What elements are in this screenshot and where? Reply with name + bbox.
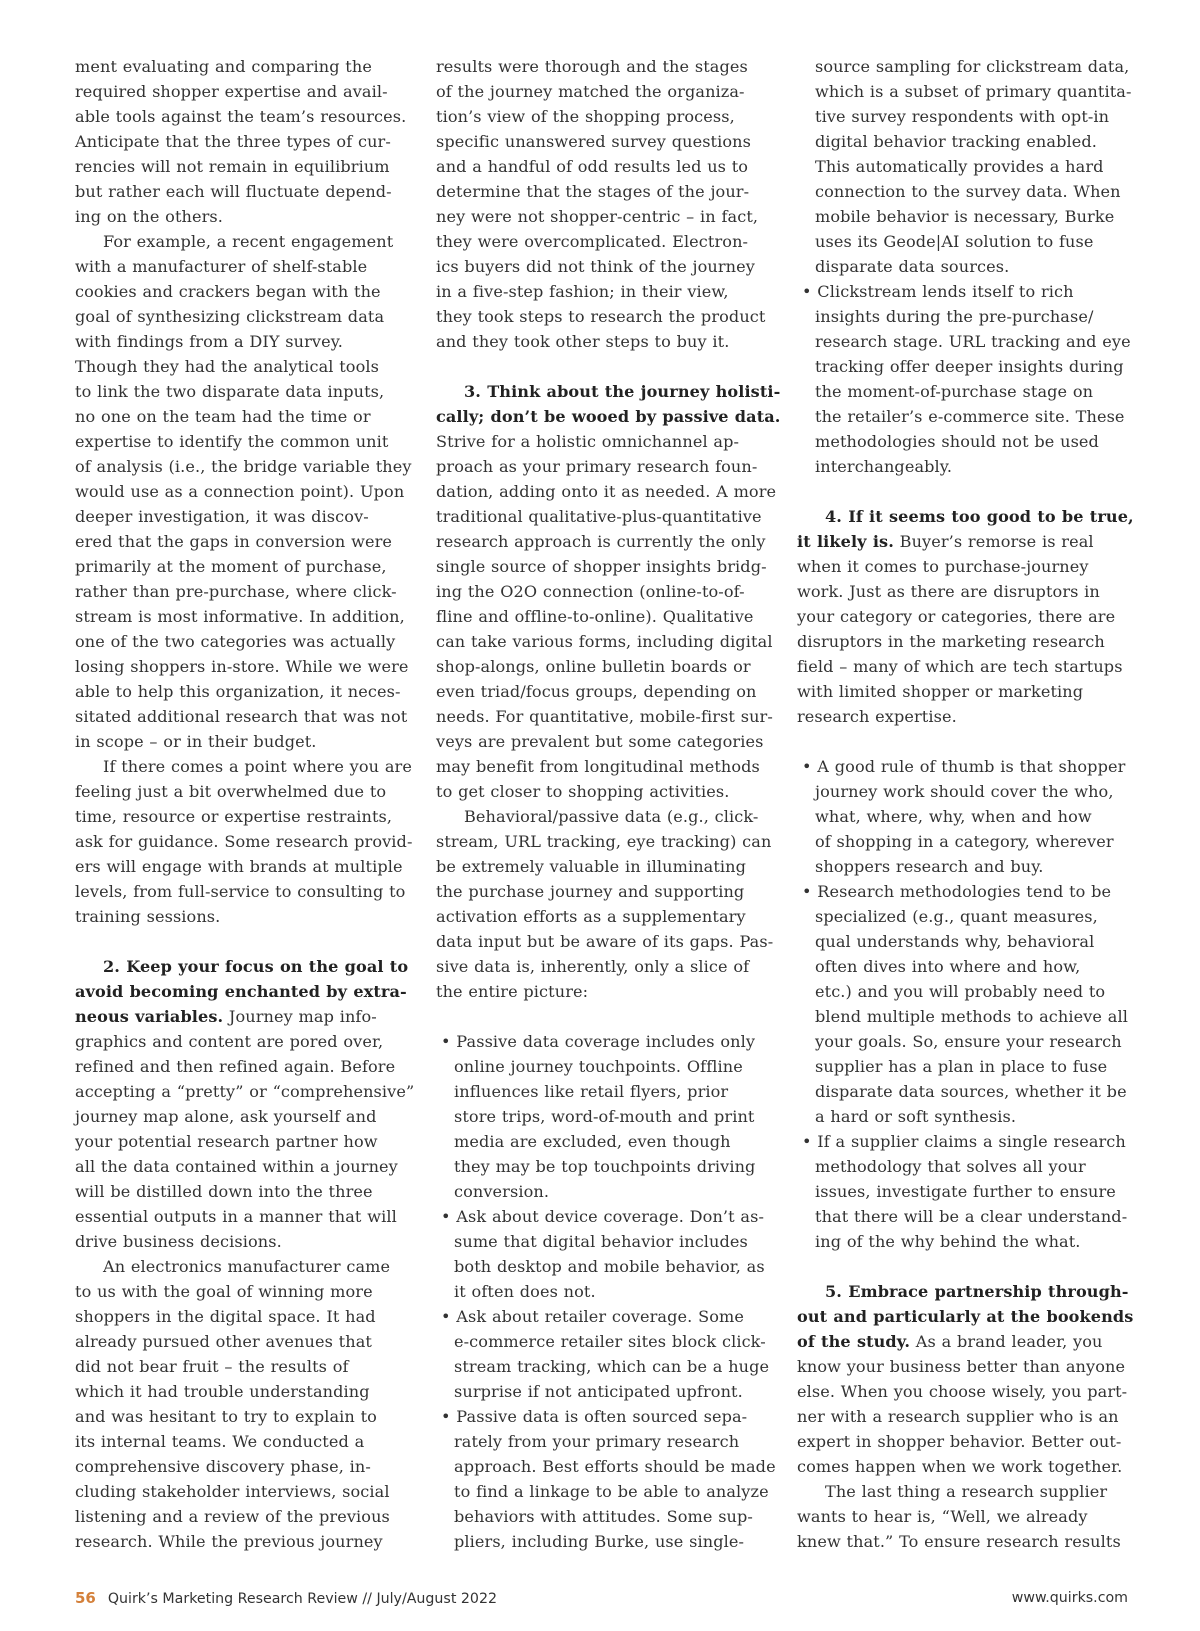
text-line: research. While the previous journey bbox=[75, 1532, 383, 1551]
text-line: online journey touchpoints. Offline bbox=[454, 1057, 743, 1076]
text-line: ing of the why behind the what. bbox=[815, 1232, 1081, 1251]
text-line: disruptors in the marketing research bbox=[797, 632, 1105, 651]
text-line: ask for guidance. Some research provid- bbox=[75, 832, 413, 851]
text-line: rather than pre-purchase, where click- bbox=[75, 582, 397, 601]
text-line: source sampling for clickstream data, bbox=[815, 57, 1130, 76]
section-heading-5: out and particularly at the bookends bbox=[797, 1307, 1134, 1326]
text-line: cookies and crackers began with the bbox=[75, 282, 381, 301]
text-line: expertise to identify the common unit bbox=[75, 432, 389, 451]
text-line: to link the two disparate data inputs, bbox=[75, 382, 385, 401]
text-line: journey work should cover the who, bbox=[815, 782, 1114, 801]
text-line: stream tracking, which can be a huge bbox=[454, 1357, 770, 1376]
section-heading-5: 5. Embrace partnership through- bbox=[825, 1282, 1129, 1301]
text-line: may benefit from longitudinal methods bbox=[436, 757, 760, 776]
section-heading-5: of the study. bbox=[797, 1332, 911, 1351]
text-line: the moment-of-purchase stage on bbox=[815, 382, 1094, 401]
page-number: 56 bbox=[75, 1589, 96, 1607]
text-line: supplier has a plan in place to fuse bbox=[815, 1057, 1108, 1076]
column-2 bbox=[436, 54, 781, 1554]
text-line: shop-alongs, online bulletin boards or bbox=[436, 657, 751, 676]
bullet-item: • Ask about retailer coverage. Some bbox=[441, 1307, 744, 1326]
text-line: An electronics manufacturer came bbox=[103, 1257, 391, 1276]
text-line: Anticipate that the three types of cur- bbox=[75, 132, 391, 151]
text-line: ics buyers did not think of the journey bbox=[436, 257, 755, 276]
text-line: it often does not. bbox=[454, 1282, 596, 1301]
text-line: surprise if not anticipated upfront. bbox=[454, 1382, 743, 1401]
text-line: This automatically provides a hard bbox=[815, 157, 1104, 176]
text-line: your potential research partner how bbox=[75, 1132, 378, 1151]
text-line: media are excluded, even though bbox=[454, 1132, 731, 1151]
text-line: with a manufacturer of shelf-stable bbox=[75, 257, 368, 276]
text-span: Buyer’s remorse is real bbox=[893, 532, 1094, 551]
text-line: uses its Geode|AI solution to fuse bbox=[815, 232, 1094, 251]
text-line: to get closer to shopping activities. bbox=[436, 782, 730, 801]
text-line: data input but be aware of its gaps. Pas- bbox=[436, 932, 774, 951]
text-line: wants to hear is, “Well, we already bbox=[797, 1507, 1088, 1526]
text-line: will be distilled down into the three bbox=[75, 1182, 373, 1201]
text-line: with limited shopper or marketing bbox=[797, 682, 1084, 701]
paragraph-gap bbox=[75, 929, 400, 954]
text-line: sume that digital behavior includes bbox=[454, 1232, 748, 1251]
text-line: methodology that solves all your bbox=[815, 1157, 1086, 1176]
text-line: able tools against the team’s resources. bbox=[75, 107, 407, 126]
text-line: For example, a recent engagement bbox=[103, 232, 394, 251]
paragraph-gap bbox=[797, 1254, 1127, 1279]
text-line: refined and then refined again. Before bbox=[75, 1057, 396, 1076]
text-line: stream is most informative. In addition, bbox=[75, 607, 405, 626]
text-line: did not bear fruit – the results of bbox=[75, 1357, 349, 1376]
text-line: often dives into where and how, bbox=[815, 957, 1081, 976]
text-line: deeper investigation, it was discov- bbox=[75, 507, 369, 526]
text-line: comes happen when we work together. bbox=[797, 1457, 1123, 1476]
text-line: can take various forms, including digital bbox=[436, 632, 773, 651]
text-line: ney were not shopper-centric – in fact, bbox=[436, 207, 759, 226]
text-line: pliers, including Burke, use single- bbox=[454, 1532, 745, 1551]
text-line: when it comes to purchase-journey bbox=[797, 557, 1089, 576]
text-line: they may be top touchpoints driving bbox=[454, 1157, 756, 1176]
text-line: of the journey matched the organiza- bbox=[436, 82, 745, 101]
text-line: goal of synthesizing clickstream data bbox=[75, 307, 385, 326]
text-line: ered that the gaps in conversion were bbox=[75, 532, 393, 551]
text-span: As a brand leader, you bbox=[910, 1332, 1103, 1351]
text-line: research stage. URL tracking and eye bbox=[815, 332, 1131, 351]
text-line: comprehensive discovery phase, in- bbox=[75, 1457, 371, 1476]
text-line: stream, URL tracking, eye tracking) can bbox=[436, 832, 772, 851]
text-line: disparate data sources, whether it be bbox=[815, 1082, 1127, 1101]
text-line bbox=[75, 1004, 400, 1029]
text-line: listening and a review of the previous bbox=[75, 1507, 390, 1526]
text-line: research approach is currently the only bbox=[436, 532, 766, 551]
text-line: qual understands why, behavioral bbox=[815, 932, 1095, 951]
text-line: etc.) and you will probably need to bbox=[815, 982, 1106, 1001]
text-line: Strive for a holistic omnichannel ap- bbox=[436, 432, 740, 451]
text-line: they were overcomplicated. Electron- bbox=[436, 232, 749, 251]
text-line: Though they had the analytical tools bbox=[75, 357, 379, 376]
bullet-item: • Clickstream lends itself to rich bbox=[802, 282, 1074, 301]
text-line: activation efforts as a supplementary bbox=[436, 907, 746, 926]
text-line bbox=[797, 529, 1127, 554]
section-heading-3: 3. Think about the journey holisti- bbox=[464, 382, 781, 401]
website-url: www.quirks.com bbox=[1011, 1590, 1128, 1606]
text-line: time, resource or expertise restraints, bbox=[75, 807, 393, 826]
text-line: blend multiple methods to achieve all bbox=[815, 1007, 1128, 1026]
text-line: If there comes a point where you are bbox=[103, 757, 412, 776]
text-line: behaviors with attitudes. Some sup- bbox=[454, 1507, 753, 1526]
text-line: store trips, word-of-mouth and print bbox=[454, 1107, 755, 1126]
text-line: accepting a “pretty” or “comprehensive” bbox=[75, 1082, 415, 1101]
text-line: your category or categories, there are bbox=[797, 607, 1116, 626]
text-line: primarily at the moment of purchase, bbox=[75, 557, 387, 576]
text-line: ner with a research supplier who is an bbox=[797, 1407, 1119, 1426]
text-line: of shopping in a category, wherever bbox=[815, 832, 1114, 851]
text-line: influences like retail flyers, prior bbox=[454, 1082, 729, 1101]
text-line: already pursued other avenues that bbox=[75, 1332, 372, 1351]
text-line: losing shoppers in-store. While we were bbox=[75, 657, 409, 676]
text-line: essential outputs in a manner that will bbox=[75, 1207, 397, 1226]
text-line: ing on the others. bbox=[75, 207, 223, 226]
text-line: levels, from full-service to consulting to bbox=[75, 882, 406, 901]
text-line: that there will be a clear understand- bbox=[815, 1207, 1128, 1226]
text-line: in a five-step fashion; in their view, bbox=[436, 282, 729, 301]
text-line: no one on the team had the time or bbox=[75, 407, 371, 426]
bullet-item: • Ask about device coverage. Don’t as- bbox=[441, 1207, 765, 1226]
text-line: its internal teams. We conducted a bbox=[75, 1432, 365, 1451]
section-heading-4: 4. If it seems too good to be true, bbox=[825, 507, 1134, 526]
text-line: sitated additional research that was not bbox=[75, 707, 408, 726]
text-line: traditional qualitative-plus-quantitative bbox=[436, 507, 762, 526]
text-line: issues, investigate further to ensure bbox=[815, 1182, 1116, 1201]
text-line: graphics and content are pored over, bbox=[75, 1032, 384, 1051]
text-line: methodologies should not be used bbox=[815, 432, 1099, 451]
text-line: disparate data sources. bbox=[815, 257, 1010, 276]
text-line: in scope – or in their budget. bbox=[75, 732, 317, 751]
text-line: sive data is, inherently, only a slice of bbox=[436, 957, 750, 976]
section-heading-2: 2. Keep your focus on the goal to bbox=[103, 957, 409, 976]
text-line: with findings from a DIY survey. bbox=[75, 332, 343, 351]
section-heading-3: cally; don’t be wooed by passive data. bbox=[436, 407, 781, 426]
text-line: shoppers research and buy. bbox=[815, 857, 1044, 876]
text-line: would use as a connection point). Upon bbox=[75, 482, 405, 501]
text-line: and they took other steps to buy it. bbox=[436, 332, 730, 351]
paragraph-gap bbox=[436, 354, 766, 379]
text-line: to us with the goal of winning more bbox=[75, 1282, 373, 1301]
text-line: approach. Best efforts should be made bbox=[454, 1457, 776, 1476]
text-line: e-commerce retailer sites block click- bbox=[454, 1332, 766, 1351]
text-line: but rather each will fluctuate depend- bbox=[75, 182, 392, 201]
paragraph-gap bbox=[436, 1004, 766, 1029]
paragraph-gap bbox=[797, 729, 1127, 754]
bullet-item: • Research methodologies tend to be bbox=[802, 882, 1112, 901]
text-line: what, where, why, when and how bbox=[815, 807, 1092, 826]
text-line: insights during the pre-purchase/ bbox=[815, 307, 1094, 326]
text-line: work. Just as there are disruptors in bbox=[797, 582, 1100, 601]
text-line: mobile behavior is necessary, Burke bbox=[815, 207, 1115, 226]
text-line: shoppers in the digital space. It had bbox=[75, 1307, 376, 1326]
text-line: the retailer’s e-commerce site. These bbox=[815, 407, 1125, 426]
text-line: to find a linkage to be able to analyze bbox=[454, 1482, 769, 1501]
text-line: ers will engage with brands at multiple bbox=[75, 857, 403, 876]
text-line: one of the two categories was actually bbox=[75, 632, 396, 651]
text-line: tion’s view of the shopping process, bbox=[436, 107, 735, 126]
text-line: required shopper expertise and avail- bbox=[75, 82, 388, 101]
text-line: interchangeably. bbox=[815, 457, 953, 476]
bullet-item: • Passive data coverage includes only bbox=[441, 1032, 756, 1051]
text-line: fline and offline-to-online). Qualitative bbox=[436, 607, 754, 626]
column-3 bbox=[797, 54, 1134, 1554]
text-line: specific unanswered survey questions bbox=[436, 132, 751, 151]
section-heading-2: avoid becoming enchanted by extra- bbox=[75, 982, 407, 1001]
text-line: all the data contained within a journey bbox=[75, 1157, 398, 1176]
text-line: dation, adding onto it as needed. A more bbox=[436, 482, 777, 501]
text-line: which is a subset of primary quantita- bbox=[815, 82, 1132, 101]
text-line: they took steps to research the product bbox=[436, 307, 766, 326]
text-line: specialized (e.g., quant measures, bbox=[815, 907, 1098, 926]
column-1 bbox=[75, 54, 415, 1554]
text-line bbox=[797, 1329, 1127, 1354]
page-footer bbox=[75, 1585, 1128, 1611]
text-line: and was hesitant to try to explain to bbox=[75, 1407, 377, 1426]
text-line: ment evaluating and comparing the bbox=[75, 57, 372, 76]
text-line: even triad/focus groups, depending on bbox=[436, 682, 757, 701]
text-line: proach as your primary research foun- bbox=[436, 457, 758, 476]
text-line: results were thorough and the stages bbox=[436, 57, 748, 76]
text-line: rately from your primary research bbox=[454, 1432, 740, 1451]
text-line: else. When you choose wisely, you part- bbox=[797, 1382, 1128, 1401]
text-line: training sessions. bbox=[75, 907, 221, 926]
text-line: know your business better than anyone bbox=[797, 1357, 1126, 1376]
text-line: single source of shopper insights bridg- bbox=[436, 557, 767, 576]
text-span: Journey map info- bbox=[223, 1007, 377, 1026]
text-line: Behavioral/passive data (e.g., click- bbox=[464, 807, 759, 826]
text-line: ing the O2O connection (online-to-of- bbox=[436, 582, 745, 601]
text-line: determine that the stages of the jour- bbox=[436, 182, 750, 201]
text-line: drive business decisions. bbox=[75, 1232, 282, 1251]
bullet-item: • If a supplier claims a single research bbox=[802, 1132, 1126, 1151]
text-line: the purchase journey and supporting bbox=[436, 882, 745, 901]
text-line: your goals. So, ensure your research bbox=[815, 1032, 1122, 1051]
text-line: feeling just a bit overwhelmed due to bbox=[75, 782, 387, 801]
text-line: field – many of which are tech startups bbox=[797, 657, 1123, 676]
text-line: knew that.” To ensure research results bbox=[797, 1532, 1121, 1551]
text-line: tive survey respondents with opt-in bbox=[815, 107, 1110, 126]
text-line: be extremely valuable in illuminating bbox=[436, 857, 747, 876]
text-line: needs. For quantitative, mobile-first sur- bbox=[436, 707, 773, 726]
text-line: expert in shopper behavior. Better out- bbox=[797, 1432, 1122, 1451]
text-line: rencies will not remain in equilibrium bbox=[75, 157, 390, 176]
publication-title: Quirk’s Marketing Research Review // July/August 2022 bbox=[107, 1591, 497, 1607]
text-line: The last thing a research supplier bbox=[825, 1482, 1108, 1501]
bullet-item: • A good rule of thumb is that shopper bbox=[802, 757, 1126, 776]
paragraph-gap bbox=[797, 479, 1127, 504]
section-heading-2: neous variables. bbox=[75, 1007, 224, 1026]
text-line: the entire picture: bbox=[436, 982, 589, 1001]
text-line: journey map alone, ask yourself and bbox=[75, 1107, 377, 1126]
section-heading-4: it likely is. bbox=[797, 532, 894, 551]
text-line: digital behavior tracking enabled. bbox=[815, 132, 1097, 151]
text-line: of analysis (i.e., the bridge variable they bbox=[75, 457, 412, 476]
text-line: which it had trouble understanding bbox=[75, 1382, 370, 1401]
text-line: research expertise. bbox=[797, 707, 957, 726]
text-line: both desktop and mobile behavior, as bbox=[454, 1257, 765, 1276]
text-line: able to help this organization, it neces- bbox=[75, 682, 401, 701]
text-line: cluding stakeholder interviews, social bbox=[75, 1482, 390, 1501]
bullet-item: • Passive data is often sourced sepa- bbox=[441, 1407, 748, 1426]
text-line: a hard or soft synthesis. bbox=[815, 1107, 1017, 1126]
text-line: veys are prevalent but some categories bbox=[436, 732, 764, 751]
text-line: connection to the survey data. When bbox=[815, 182, 1121, 201]
text-line: conversion. bbox=[454, 1182, 550, 1201]
text-line: tracking offer deeper insights during bbox=[815, 357, 1124, 376]
text-line: and a handful of odd results led us to bbox=[436, 157, 749, 176]
